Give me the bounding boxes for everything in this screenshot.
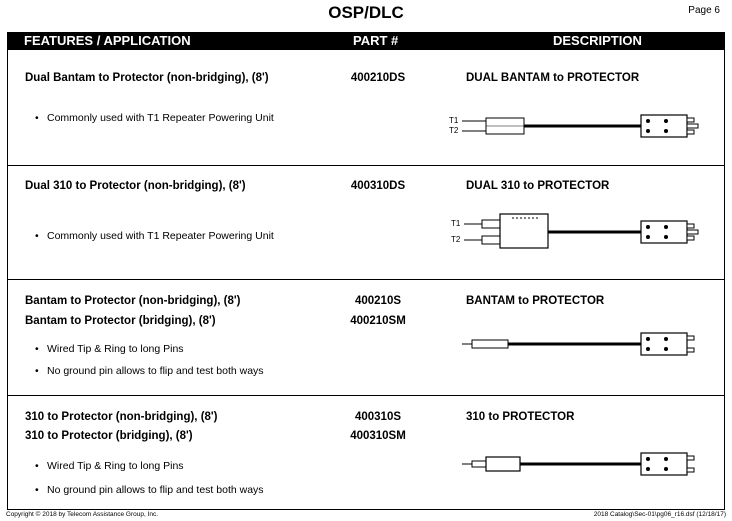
part-number: 400210DS — [350, 72, 406, 84]
header-part-number: PART # — [353, 33, 399, 48]
feature-line: 310 to Protector (bridging), (8') — [25, 430, 193, 442]
description-title: DUAL 310 to PROTECTOR — [466, 180, 610, 192]
part-number: 400310S — [354, 411, 402, 423]
cable-label-t2: T2 — [449, 126, 459, 135]
description-title: BANTAM to PROTECTOR — [466, 295, 605, 307]
bullet-item: • No ground pin allows to flip and test both ways — [35, 484, 264, 496]
table-header — [7, 32, 725, 50]
header-features: FEATURES / APPLICATION — [24, 33, 191, 48]
feature-line: Dual 310 to Protector (non-bridging), (8') — [25, 180, 246, 192]
bantam-cable-drawing — [438, 324, 718, 364]
bullet-item: • Wired Tip & Ring to long Pins — [35, 343, 184, 355]
part-number: 400210S — [354, 295, 402, 307]
page-title: OSP/DLC — [328, 3, 404, 22]
dual-310-cable-drawing — [438, 210, 718, 252]
product-row-bantam — [8, 280, 724, 396]
bullet-item: • Commonly used with T1 Repeater Powering Unit — [35, 230, 274, 242]
bullet-item: • No ground pin allows to flip and test both ways — [35, 365, 264, 377]
dual-bantam-cable-drawing — [438, 106, 718, 146]
product-row-310 — [8, 396, 724, 510]
feature-line: Bantam to Protector (bridging), (8') — [25, 315, 216, 327]
part-number: 400310SM — [350, 430, 406, 442]
product-table — [7, 50, 725, 510]
bullet-item: • Commonly used with T1 Repeater Powering Unit — [35, 112, 274, 124]
footer-copyright: Copyright © 2018 by Telecom Assistance Group, Inc. — [6, 511, 159, 518]
part-number: 400210SM — [350, 315, 406, 327]
description-title: DUAL BANTAM to PROTECTOR — [466, 72, 640, 84]
page-number: Page 6 — [688, 5, 720, 16]
part-number: 400310DS — [350, 180, 406, 192]
bullet-item: • Wired Tip & Ring to long Pins — [35, 460, 184, 472]
310-cable-drawing — [438, 444, 718, 484]
feature-line: Dual Bantam to Protector (non-bridging), (8') — [25, 72, 269, 84]
product-row-dual-bantam — [8, 50, 724, 166]
footer-file-reference: 2018 Catalog\Sec-01\pg06_r16.dsf (12/18/17) — [593, 511, 726, 518]
cable-label-t1: T1 — [449, 116, 459, 125]
description-title: 310 to PROTECTOR — [466, 411, 575, 423]
feature-line: Bantam to Protector (non-bridging), (8') — [25, 295, 241, 307]
cable-label-t1: T1 — [451, 219, 461, 228]
header-description: DESCRIPTION — [553, 33, 642, 48]
product-row-dual-310 — [8, 166, 724, 280]
cable-label-t2: T2 — [451, 235, 461, 244]
feature-line: 310 to Protector (non-bridging), (8') — [25, 411, 218, 423]
